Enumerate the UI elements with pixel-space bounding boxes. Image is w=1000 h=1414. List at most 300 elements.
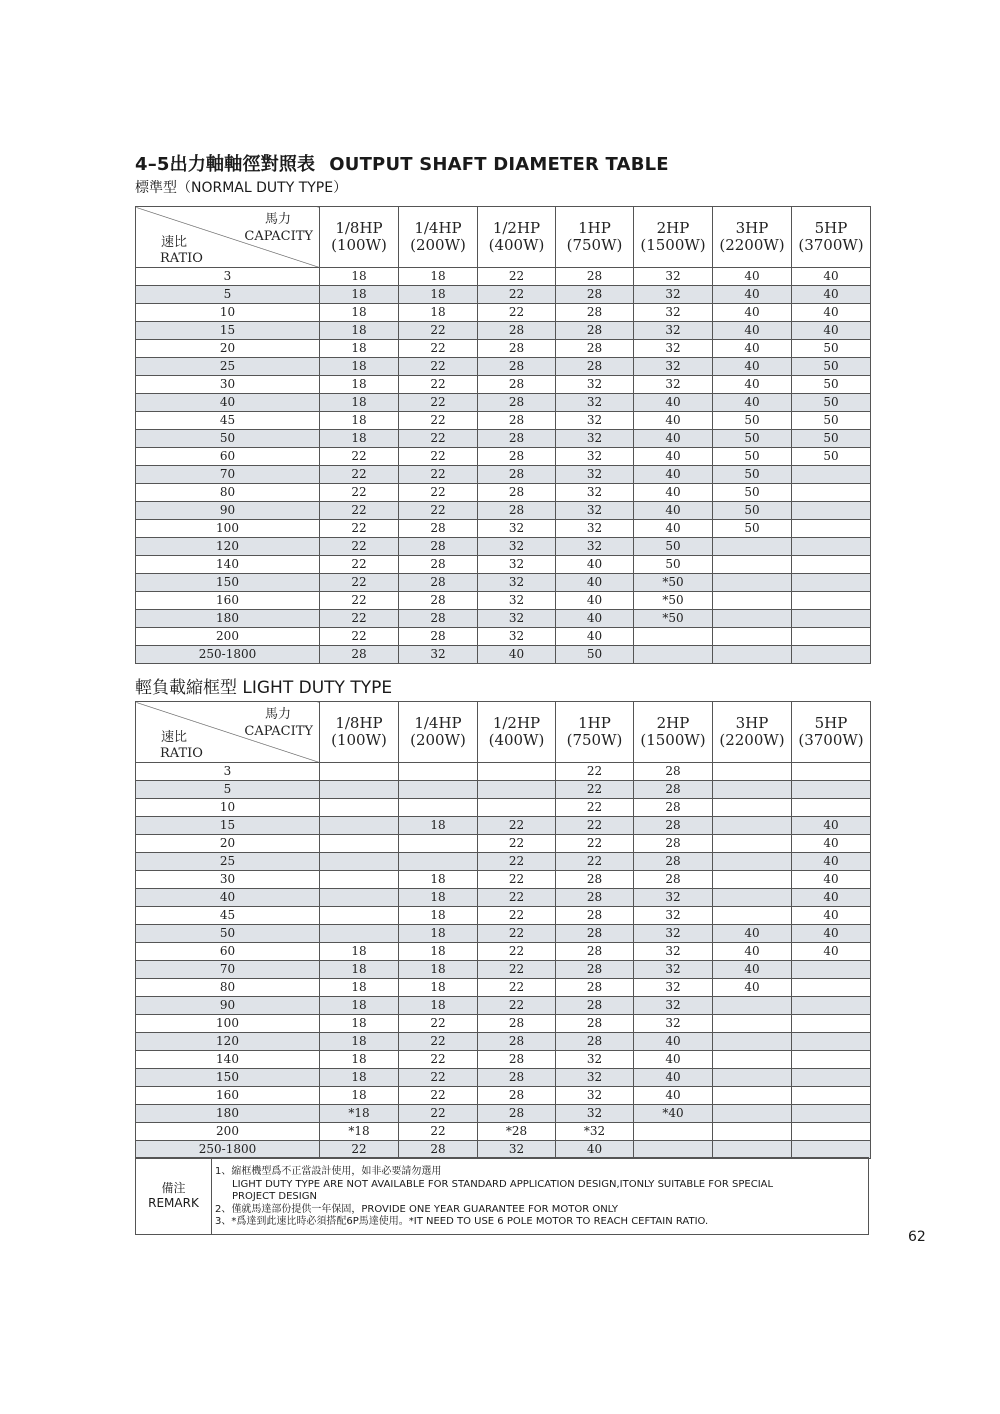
ratio-cell: 200 bbox=[136, 1123, 320, 1141]
diameter-cell: 22 bbox=[320, 628, 399, 646]
diameter-cell bbox=[713, 628, 792, 646]
column-header: 1/8HP (100W) bbox=[320, 702, 399, 763]
diameter-cell: 28 bbox=[399, 574, 478, 592]
ratio-cell: 60 bbox=[136, 943, 320, 961]
diameter-cell: 28 bbox=[478, 1105, 556, 1123]
diameter-cell bbox=[792, 1087, 871, 1105]
table-row bbox=[136, 520, 871, 538]
ratio-cell: 50 bbox=[136, 430, 320, 448]
diameter-cell: 28 bbox=[478, 412, 556, 430]
diameter-cell: 32 bbox=[634, 268, 713, 286]
diameter-cell: 18 bbox=[320, 340, 399, 358]
diameter-cell bbox=[713, 799, 792, 817]
ratio-cell: 120 bbox=[136, 538, 320, 556]
diameter-cell: 18 bbox=[399, 304, 478, 322]
table-row bbox=[136, 1015, 871, 1033]
diameter-cell: 22 bbox=[478, 943, 556, 961]
diameter-cell: 18 bbox=[320, 1033, 399, 1051]
ratio-cell: 70 bbox=[136, 466, 320, 484]
diameter-cell: 18 bbox=[399, 979, 478, 997]
diameter-cell: 28 bbox=[478, 1033, 556, 1051]
column-header: 2HP (1500W) bbox=[634, 702, 713, 763]
diameter-cell: 40 bbox=[792, 853, 871, 871]
diameter-cell: 22 bbox=[320, 520, 399, 538]
table-row bbox=[136, 448, 871, 466]
diameter-cell: 32 bbox=[478, 538, 556, 556]
diameter-cell: 18 bbox=[320, 322, 399, 340]
diameter-cell: 32 bbox=[556, 430, 634, 448]
diameter-cell bbox=[713, 1015, 792, 1033]
diameter-cell: 40 bbox=[713, 979, 792, 997]
diameter-cell: 28 bbox=[399, 610, 478, 628]
diameter-cell bbox=[792, 1105, 871, 1123]
diameter-cell bbox=[713, 853, 792, 871]
diameter-cell: 28 bbox=[478, 502, 556, 520]
diameter-cell: 32 bbox=[556, 520, 634, 538]
remark-label bbox=[136, 1158, 212, 1234]
table-corner-cell bbox=[136, 702, 320, 763]
diameter-cell: 40 bbox=[556, 610, 634, 628]
table-row bbox=[136, 889, 871, 907]
diameter-cell bbox=[478, 763, 556, 781]
diameter-cell: 40 bbox=[792, 268, 871, 286]
diameter-cell: 22 bbox=[556, 763, 634, 781]
diameter-cell bbox=[792, 997, 871, 1015]
column-header: 1/4HP (200W) bbox=[399, 702, 478, 763]
diameter-cell: 28 bbox=[399, 556, 478, 574]
diameter-cell: 22 bbox=[556, 817, 634, 835]
light-table-header-row bbox=[136, 702, 871, 763]
diameter-cell: 28 bbox=[478, 466, 556, 484]
diameter-cell bbox=[320, 781, 399, 799]
diameter-cell bbox=[792, 520, 871, 538]
diameter-cell: 22 bbox=[399, 484, 478, 502]
diameter-cell bbox=[320, 817, 399, 835]
diameter-cell: 40 bbox=[713, 286, 792, 304]
diameter-cell: 50 bbox=[713, 520, 792, 538]
diameter-cell: 40 bbox=[713, 394, 792, 412]
diameter-cell: 22 bbox=[399, 1105, 478, 1123]
ratio-cell: 30 bbox=[136, 871, 320, 889]
diameter-cell: 32 bbox=[634, 304, 713, 322]
table-row bbox=[136, 781, 871, 799]
diameter-cell: 18 bbox=[320, 979, 399, 997]
ratio-cell: 30 bbox=[136, 376, 320, 394]
diameter-cell: 28 bbox=[556, 997, 634, 1015]
table-row bbox=[136, 1141, 871, 1159]
diameter-cell: *28 bbox=[478, 1123, 556, 1141]
diameter-cell bbox=[713, 1051, 792, 1069]
table-row bbox=[136, 592, 871, 610]
diameter-cell: 22 bbox=[399, 376, 478, 394]
diameter-cell: 28 bbox=[478, 430, 556, 448]
diameter-cell: 28 bbox=[399, 628, 478, 646]
diameter-cell: 40 bbox=[556, 574, 634, 592]
diameter-cell bbox=[399, 781, 478, 799]
diameter-cell bbox=[792, 610, 871, 628]
diameter-cell: 18 bbox=[399, 925, 478, 943]
diameter-cell: 40 bbox=[792, 817, 871, 835]
diameter-cell: 18 bbox=[399, 268, 478, 286]
diameter-cell bbox=[634, 628, 713, 646]
diameter-cell: 28 bbox=[478, 448, 556, 466]
diameter-cell bbox=[320, 889, 399, 907]
diameter-cell: 28 bbox=[634, 871, 713, 889]
diameter-cell: 28 bbox=[556, 1033, 634, 1051]
diameter-cell: 18 bbox=[320, 1087, 399, 1105]
diameter-cell: 22 bbox=[320, 592, 399, 610]
diameter-cell: 22 bbox=[320, 556, 399, 574]
diameter-cell: 18 bbox=[320, 997, 399, 1015]
diameter-cell: 40 bbox=[634, 448, 713, 466]
remark-label-zh: 備注 bbox=[161, 1181, 186, 1195]
diameter-cell: 32 bbox=[634, 358, 713, 376]
diameter-cell: 32 bbox=[556, 448, 634, 466]
diameter-cell: 32 bbox=[556, 1051, 634, 1069]
diameter-cell: 18 bbox=[320, 943, 399, 961]
diameter-cell: 40 bbox=[634, 412, 713, 430]
ratio-cell: 250-1800 bbox=[136, 1141, 320, 1159]
diameter-cell bbox=[792, 646, 871, 664]
capacity-label-zh: 馬力 bbox=[264, 212, 291, 227]
diameter-cell: 28 bbox=[634, 817, 713, 835]
diameter-cell bbox=[713, 556, 792, 574]
diameter-cell: 18 bbox=[320, 376, 399, 394]
diameter-cell: 40 bbox=[556, 628, 634, 646]
ratio-cell: 20 bbox=[136, 340, 320, 358]
diameter-cell: 22 bbox=[320, 610, 399, 628]
ratio-cell: 25 bbox=[136, 358, 320, 376]
diameter-cell bbox=[792, 1069, 871, 1087]
diameter-cell bbox=[713, 574, 792, 592]
table-row bbox=[136, 835, 871, 853]
diameter-cell bbox=[713, 835, 792, 853]
ratio-cell: 90 bbox=[136, 502, 320, 520]
diameter-cell: 22 bbox=[320, 574, 399, 592]
table-row bbox=[136, 502, 871, 520]
diameter-cell: 40 bbox=[713, 322, 792, 340]
diameter-cell bbox=[792, 1015, 871, 1033]
diameter-cell: 50 bbox=[634, 538, 713, 556]
diameter-cell bbox=[792, 799, 871, 817]
table-row bbox=[136, 1033, 871, 1051]
diameter-cell: 32 bbox=[556, 538, 634, 556]
diameter-cell bbox=[713, 646, 792, 664]
ratio-cell: 100 bbox=[136, 520, 320, 538]
diameter-cell: 22 bbox=[478, 889, 556, 907]
table-row bbox=[136, 1069, 871, 1087]
diameter-cell: 32 bbox=[556, 376, 634, 394]
diameter-cell: 22 bbox=[556, 853, 634, 871]
diameter-cell: 22 bbox=[399, 1051, 478, 1069]
light-duty-subtitle: 輕負載縮框型 LIGHT DUTY TYPE bbox=[135, 678, 393, 698]
diameter-cell: 22 bbox=[399, 322, 478, 340]
diameter-cell: 28 bbox=[556, 871, 634, 889]
ratio-cell: 150 bbox=[136, 574, 320, 592]
diameter-cell: 40 bbox=[634, 394, 713, 412]
table-row bbox=[136, 925, 871, 943]
diameter-cell: 18 bbox=[399, 286, 478, 304]
diameter-cell: 18 bbox=[320, 430, 399, 448]
diameter-cell: 28 bbox=[399, 520, 478, 538]
diameter-cell: 22 bbox=[478, 907, 556, 925]
diameter-cell bbox=[792, 574, 871, 592]
diameter-cell: 40 bbox=[713, 358, 792, 376]
diameter-cell: 40 bbox=[478, 646, 556, 664]
diameter-cell: 50 bbox=[792, 358, 871, 376]
diameter-cell: 22 bbox=[320, 502, 399, 520]
diameter-cell bbox=[713, 1123, 792, 1141]
column-header: 3HP (2200W) bbox=[713, 702, 792, 763]
ratio-label-zh: 速比 bbox=[161, 235, 188, 250]
diameter-cell: 22 bbox=[399, 448, 478, 466]
diameter-cell: 28 bbox=[556, 358, 634, 376]
diameter-cell: 40 bbox=[792, 286, 871, 304]
diameter-cell: 50 bbox=[713, 430, 792, 448]
diameter-cell: 18 bbox=[399, 889, 478, 907]
table-row bbox=[136, 817, 871, 835]
diameter-cell: 22 bbox=[478, 817, 556, 835]
diameter-cell bbox=[320, 763, 399, 781]
diameter-cell: 28 bbox=[634, 763, 713, 781]
diameter-cell: 40 bbox=[634, 1087, 713, 1105]
ratio-cell: 3 bbox=[136, 763, 320, 781]
ratio-cell: 60 bbox=[136, 448, 320, 466]
diameter-cell: 50 bbox=[556, 646, 634, 664]
diameter-cell: 40 bbox=[556, 1141, 634, 1159]
diameter-cell: 40 bbox=[792, 943, 871, 961]
diameter-cell bbox=[792, 538, 871, 556]
diameter-cell bbox=[792, 466, 871, 484]
ratio-cell: 180 bbox=[136, 610, 320, 628]
diameter-cell: 32 bbox=[634, 925, 713, 943]
diameter-cell: 28 bbox=[399, 592, 478, 610]
table-row bbox=[136, 286, 871, 304]
ratio-cell: 15 bbox=[136, 322, 320, 340]
diameter-cell bbox=[792, 979, 871, 997]
diameter-cell: 32 bbox=[634, 997, 713, 1015]
diameter-cell: 22 bbox=[478, 979, 556, 997]
diameter-cell: 22 bbox=[320, 1141, 399, 1159]
diameter-cell: 32 bbox=[556, 1069, 634, 1087]
column-header: 3HP (2200W) bbox=[713, 207, 792, 268]
ratio-cell: 70 bbox=[136, 961, 320, 979]
diameter-cell: 22 bbox=[399, 1069, 478, 1087]
diameter-cell: 22 bbox=[399, 394, 478, 412]
diameter-cell bbox=[792, 502, 871, 520]
diameter-cell: 22 bbox=[478, 268, 556, 286]
diameter-cell: 50 bbox=[713, 484, 792, 502]
diameter-cell bbox=[478, 781, 556, 799]
page-title bbox=[135, 150, 669, 176]
diameter-cell bbox=[713, 610, 792, 628]
diameter-cell bbox=[399, 763, 478, 781]
column-header: 5HP (3700W) bbox=[792, 702, 871, 763]
diameter-cell: 18 bbox=[399, 871, 478, 889]
diameter-cell: 22 bbox=[320, 484, 399, 502]
table-row bbox=[136, 1123, 871, 1141]
diameter-cell: 50 bbox=[713, 412, 792, 430]
diameter-cell bbox=[713, 1087, 792, 1105]
ratio-cell: 25 bbox=[136, 853, 320, 871]
diameter-cell: 28 bbox=[556, 340, 634, 358]
table-row bbox=[136, 556, 871, 574]
diameter-cell: 28 bbox=[556, 304, 634, 322]
table-row bbox=[136, 394, 871, 412]
diameter-cell: 22 bbox=[399, 1015, 478, 1033]
table-row bbox=[136, 646, 871, 664]
column-header: 1/8HP (100W) bbox=[320, 207, 399, 268]
table-row bbox=[136, 871, 871, 889]
diameter-cell: 18 bbox=[399, 907, 478, 925]
diameter-cell bbox=[792, 556, 871, 574]
diameter-cell bbox=[792, 1033, 871, 1051]
diameter-cell: 18 bbox=[320, 961, 399, 979]
diameter-cell: 32 bbox=[478, 520, 556, 538]
ratio-cell: 200 bbox=[136, 628, 320, 646]
diameter-cell: 22 bbox=[478, 304, 556, 322]
diameter-cell: 22 bbox=[478, 961, 556, 979]
diameter-cell: 50 bbox=[792, 376, 871, 394]
diameter-cell bbox=[320, 907, 399, 925]
diameter-cell bbox=[634, 1123, 713, 1141]
diameter-cell: 28 bbox=[478, 1015, 556, 1033]
diameter-cell: 40 bbox=[792, 907, 871, 925]
diameter-cell: 32 bbox=[634, 340, 713, 358]
diameter-cell: 28 bbox=[478, 394, 556, 412]
table-row bbox=[136, 376, 871, 394]
table-row bbox=[136, 943, 871, 961]
diameter-cell: 40 bbox=[713, 268, 792, 286]
ratio-cell: 40 bbox=[136, 394, 320, 412]
diameter-cell: 32 bbox=[556, 394, 634, 412]
diameter-cell: 50 bbox=[713, 466, 792, 484]
ratio-cell: 160 bbox=[136, 592, 320, 610]
diameter-cell: 50 bbox=[792, 394, 871, 412]
diameter-cell: 28 bbox=[556, 268, 634, 286]
diameter-cell: 50 bbox=[634, 556, 713, 574]
column-header: 1HP (750W) bbox=[556, 702, 634, 763]
diameter-cell bbox=[792, 1141, 871, 1159]
capacity-label-zh: 馬力 bbox=[264, 707, 291, 722]
diameter-cell: 18 bbox=[399, 961, 478, 979]
ratio-cell: 180 bbox=[136, 1105, 320, 1123]
ratio-cell: 15 bbox=[136, 817, 320, 835]
diameter-cell bbox=[320, 799, 399, 817]
diameter-cell: 32 bbox=[634, 322, 713, 340]
normal-duty-subtitle: 標準型（NORMAL DUTY TYPE） bbox=[135, 180, 348, 196]
diameter-cell: 28 bbox=[556, 925, 634, 943]
diameter-cell: 40 bbox=[792, 322, 871, 340]
table-row bbox=[136, 763, 871, 781]
diameter-cell bbox=[713, 763, 792, 781]
diameter-cell: 50 bbox=[713, 502, 792, 520]
table-row bbox=[136, 340, 871, 358]
diameter-cell: 28 bbox=[556, 943, 634, 961]
table-row bbox=[136, 628, 871, 646]
column-header: 1/4HP (200W) bbox=[399, 207, 478, 268]
table-corner-cell bbox=[136, 207, 320, 268]
diameter-cell: 18 bbox=[320, 286, 399, 304]
table-row bbox=[136, 304, 871, 322]
table-row bbox=[136, 1051, 871, 1069]
ratio-cell: 3 bbox=[136, 268, 320, 286]
column-header: 1/2HP (400W) bbox=[478, 207, 556, 268]
diameter-cell: 32 bbox=[634, 376, 713, 394]
diameter-cell: 18 bbox=[399, 943, 478, 961]
diameter-cell: 40 bbox=[556, 592, 634, 610]
ratio-cell: 80 bbox=[136, 979, 320, 997]
diameter-cell: 22 bbox=[399, 1123, 478, 1141]
ratio-cell: 140 bbox=[136, 1051, 320, 1069]
table-row bbox=[136, 268, 871, 286]
diameter-cell bbox=[399, 853, 478, 871]
diameter-cell bbox=[713, 1105, 792, 1123]
table-row bbox=[136, 574, 871, 592]
capacity-label-en: CAPACITY bbox=[244, 724, 313, 739]
normal-duty-table bbox=[135, 206, 871, 664]
diameter-cell: 32 bbox=[556, 484, 634, 502]
diameter-cell: 18 bbox=[320, 304, 399, 322]
diameter-cell: 40 bbox=[634, 1033, 713, 1051]
diameter-cell: 40 bbox=[713, 340, 792, 358]
diameter-cell: *50 bbox=[634, 610, 713, 628]
diameter-cell: 40 bbox=[713, 304, 792, 322]
diameter-cell: *50 bbox=[634, 574, 713, 592]
table-row bbox=[136, 907, 871, 925]
ratio-cell: 80 bbox=[136, 484, 320, 502]
ratio-label-en: RATIO bbox=[160, 746, 203, 761]
diameter-cell: 50 bbox=[792, 430, 871, 448]
diameter-cell: 40 bbox=[634, 520, 713, 538]
diameter-cell bbox=[792, 592, 871, 610]
diameter-cell: 28 bbox=[556, 322, 634, 340]
diameter-cell: 22 bbox=[320, 466, 399, 484]
ratio-cell: 45 bbox=[136, 412, 320, 430]
diameter-cell bbox=[713, 538, 792, 556]
ratio-cell: 20 bbox=[136, 835, 320, 853]
table-row bbox=[136, 610, 871, 628]
diameter-cell: 32 bbox=[399, 646, 478, 664]
page-title-zh: 4–5出力軸軸徑對照表 bbox=[135, 154, 316, 175]
diameter-cell: 40 bbox=[634, 466, 713, 484]
diameter-cell: 22 bbox=[478, 997, 556, 1015]
diameter-cell: 22 bbox=[399, 1033, 478, 1051]
page-title-en: OUTPUT SHAFT DIAMETER TABLE bbox=[329, 154, 669, 175]
diameter-cell: 28 bbox=[556, 979, 634, 997]
column-header: 1/2HP (400W) bbox=[478, 702, 556, 763]
ratio-cell: 5 bbox=[136, 781, 320, 799]
diameter-cell: 32 bbox=[478, 628, 556, 646]
diameter-cell bbox=[320, 871, 399, 889]
diameter-cell: 32 bbox=[478, 1141, 556, 1159]
remark-box bbox=[135, 1157, 869, 1235]
remark-line-1-en-b: PROJECT DESIGN bbox=[232, 1191, 317, 1202]
remark-line-1-en-a: LIGHT DUTY TYPE ARE NOT AVAILABLE FOR STANDARD APPLICATION DESIGN,ITONLY SUITABLE FOR SPECIAL bbox=[232, 1178, 774, 1190]
diameter-cell: 32 bbox=[478, 574, 556, 592]
ratio-cell: 160 bbox=[136, 1087, 320, 1105]
diameter-cell: 40 bbox=[713, 943, 792, 961]
remark-label-en: REMARK bbox=[148, 1196, 199, 1210]
diameter-cell: 32 bbox=[556, 466, 634, 484]
diameter-cell bbox=[320, 925, 399, 943]
diameter-cell: 32 bbox=[556, 412, 634, 430]
diameter-cell: 40 bbox=[713, 961, 792, 979]
table-row bbox=[136, 1105, 871, 1123]
ratio-cell: 10 bbox=[136, 799, 320, 817]
ratio-cell: 140 bbox=[136, 556, 320, 574]
diameter-cell: 28 bbox=[478, 322, 556, 340]
